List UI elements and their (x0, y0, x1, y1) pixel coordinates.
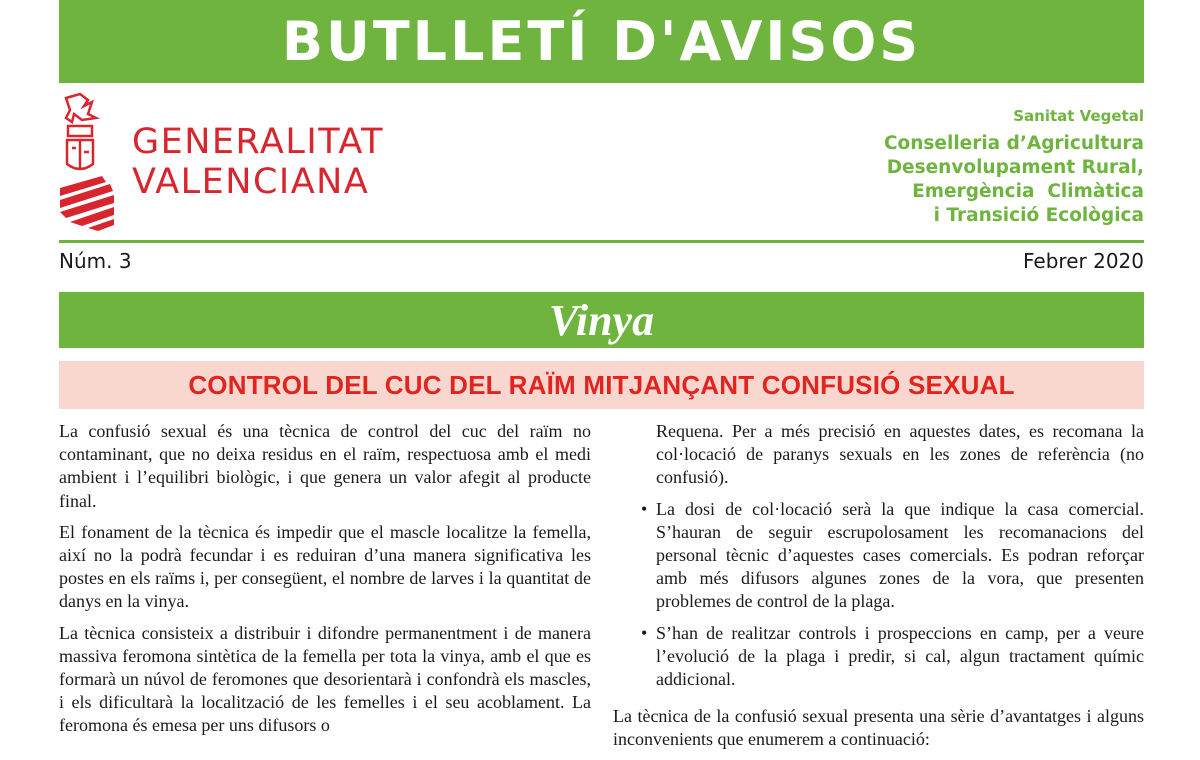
bullet-item (613, 622, 1144, 692)
article-headline-box (59, 361, 1144, 409)
department-line-1: Conselleria d’Agricultura (883, 133, 1144, 154)
continued-paragraph: Requena. Per a més precisió en aquestes dates, es recomana la col·locació de paranys sexuals en les zones de referència (no confusió). (656, 421, 1144, 488)
department-line-3: Emergència Climàtica (912, 181, 1144, 202)
bullet-icon: • (641, 498, 648, 519)
bullet-icon: • (641, 622, 648, 643)
bulletin-title: BUTLLETÍ D'AVISOS (281, 10, 922, 73)
generalitat-logo-text (132, 122, 384, 202)
bullet-text: S’han de realitzar controls i prospeccions en camp, per a veure l’evolució de la plaga i predir, si cal, algun tractament químic addicional. (656, 622, 1144, 690)
left-column (59, 420, 591, 746)
department-line-2: Desenvolupament Rural, (886, 157, 1144, 178)
bullet-text: La dosi de col·locació serà la que indique la casa comercial. S’hauran de seguir escrupolosament les recomanacions del personal tècnic d’aquestes cases comercials. Es podran reforçar amb més difusors algunes zones de la vora, que presenten problemes de control de la plaga. (656, 498, 1144, 612)
paragraph: El fonament de la tècnica és impedir que el mascle localitze la femella, així no la podrà fecundar i es reduiran d’una manera significativa les postes en els raïms i, per consegüent, el nombre de larves i la quantitat de danys en la vinya. (59, 521, 591, 612)
logo-line-1: GENERALITAT (132, 122, 384, 162)
issue-number: Núm. 3 (59, 249, 132, 273)
right-column (613, 420, 1144, 760)
issue-date: Febrer 2020 (1023, 249, 1144, 273)
bullet-item (613, 498, 1144, 614)
header-divider (59, 240, 1144, 243)
logo-line-2: VALENCIANA (132, 162, 370, 202)
crop-section-bar (59, 292, 1144, 348)
closing-paragraph: La tècnica de la confusió sexual presenta una sèrie d’avantatges i alguns inconvenients que enumerem a continuació: (613, 706, 1144, 750)
department-block (884, 104, 1144, 228)
bulletin-banner (59, 0, 1144, 83)
generalitat-coat-of-arms-icon (58, 92, 120, 232)
department-section: Sanitat Vegetal (1013, 107, 1144, 125)
article-headline: CONTROL DEL CUC DEL RAÏM MITJANÇANT CONFUSIÓ SEXUAL (188, 369, 1015, 400)
paragraph: La tècnica consisteix a distribuir i difondre permanentment i de manera massiva feromona sintètica de la femella per tota la vinya, amb el que es formarà un núvol de feromones que desorientarà i confondrà els mascles, i els dificultarà la localització de les femelles i el seu acoblament. La feromona és emesa per uns difusors o (59, 622, 591, 736)
paragraph: La confusió sexual és una tècnica de control del cuc del raïm no contaminant, que no deixa residus en el raïm, respectuosa amb el medi ambient i l’equilibri biològic, i que genera un valor afegit al producte final. (59, 421, 591, 511)
department-line-4: i Transició Ecològica (933, 205, 1144, 226)
crop-title: Vinya (548, 295, 655, 345)
